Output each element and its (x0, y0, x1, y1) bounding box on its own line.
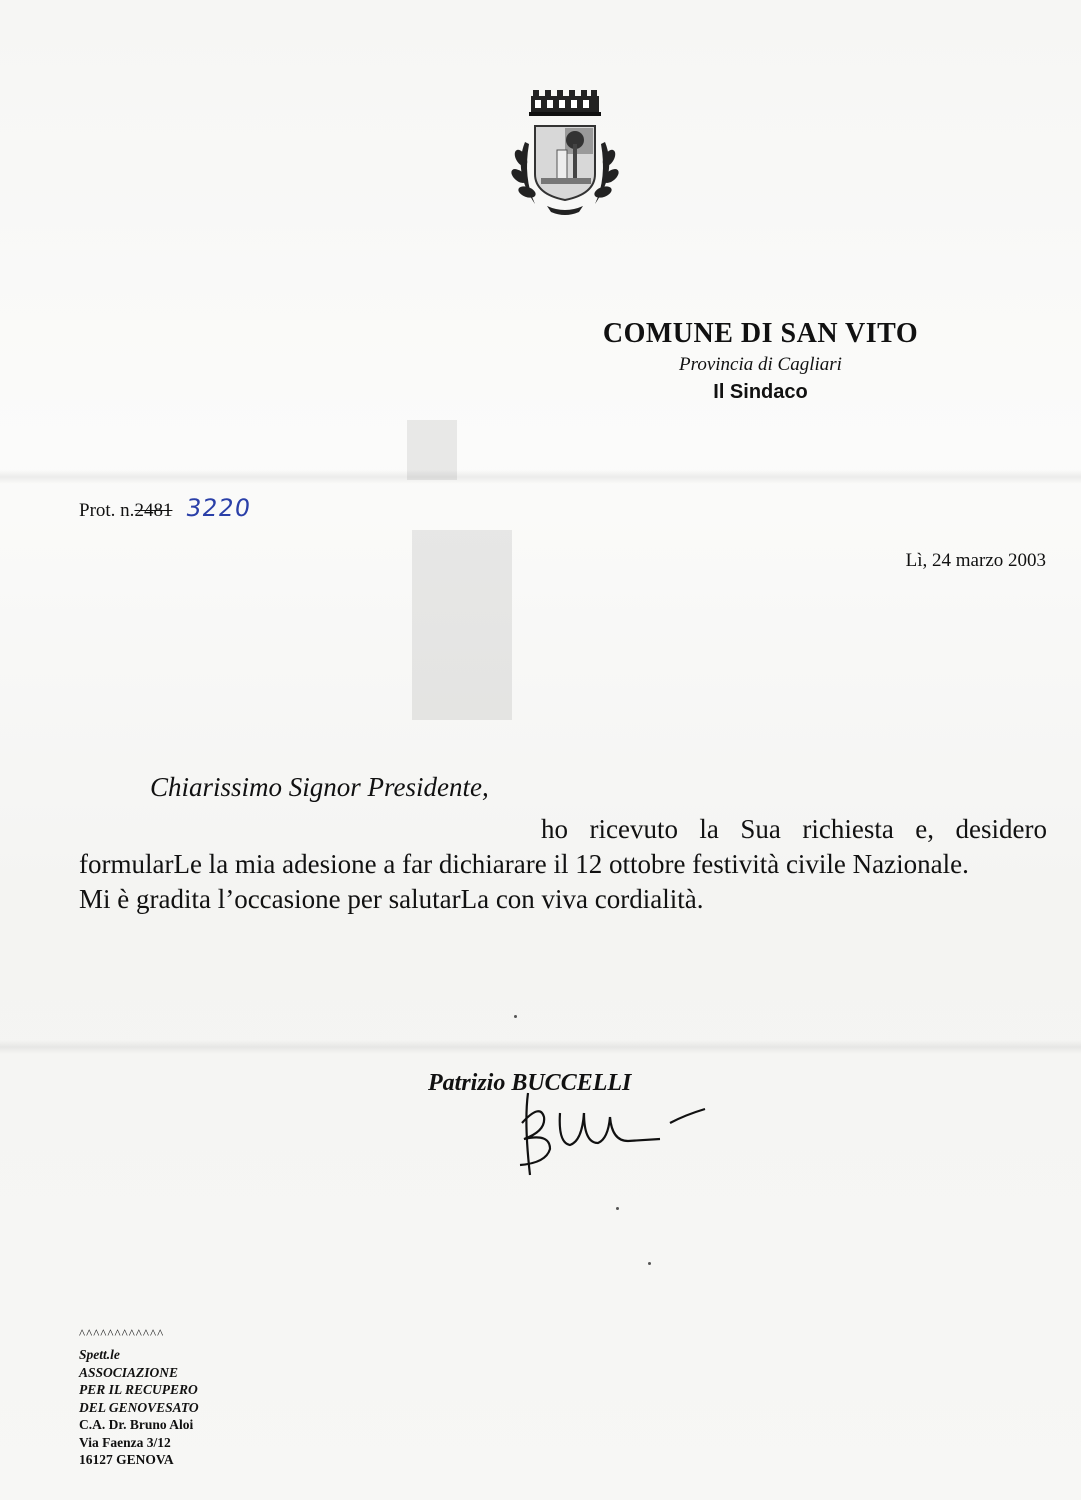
body-paragraph: ho ricevuto la Sua richiesta e, desidero formularLe la mia adesione a far dichiarare il 12 ottobre festività civile Nazionale. (79, 814, 1047, 879)
recipient-line: Spett.le (79, 1347, 120, 1362)
recipient-separator: ^^^^^^^^^^^^ (79, 1326, 165, 1341)
paper-speck (648, 1262, 651, 1265)
salutation: Chiarissimo Signor Presidente, (150, 772, 489, 802)
recipient-line: Via Faenza 3/12 (79, 1434, 171, 1450)
letter-date: Lì, 24 marzo 2003 (905, 550, 1046, 571)
coat-of-arms-emblem (495, 82, 635, 222)
paper-speck (616, 1207, 619, 1210)
recipient-line: ASSOCIAZIONE (79, 1364, 179, 1380)
protocol-handwritten-number: 3220 (184, 494, 254, 522)
show-through-stamp (402, 410, 522, 730)
recipient-line: 16127 GENOVA (79, 1452, 174, 1467)
protocol-number (79, 494, 252, 522)
protocol-crossed-number: 2481 (134, 500, 173, 521)
recipient-line: PER IL RECUPERO (79, 1382, 198, 1397)
paper-fold (0, 470, 1081, 484)
recipient-address (79, 1346, 199, 1469)
paper-fold (0, 1040, 1081, 1054)
recipient-line: C.A. Dr. Bruno Aloi (79, 1417, 194, 1432)
protocol-label: Prot. n. (79, 500, 135, 521)
municipality-title: COMUNE DI SAN VITO (602, 318, 919, 349)
office-label: Il Sindaco (713, 381, 808, 403)
recipient-line: DEL GENOVESATO (79, 1399, 199, 1415)
handwritten-signature (500, 1083, 720, 1183)
signer-name: Patrizio BUCCELLI (428, 1070, 632, 1096)
letter-body (79, 812, 1047, 917)
paper-speck (514, 1015, 517, 1018)
province-subtitle: Provincia di Cagliari (679, 354, 842, 375)
body-paragraph: Mi è gradita l’occasione per salutarLa con viva cordialità. (79, 884, 704, 914)
